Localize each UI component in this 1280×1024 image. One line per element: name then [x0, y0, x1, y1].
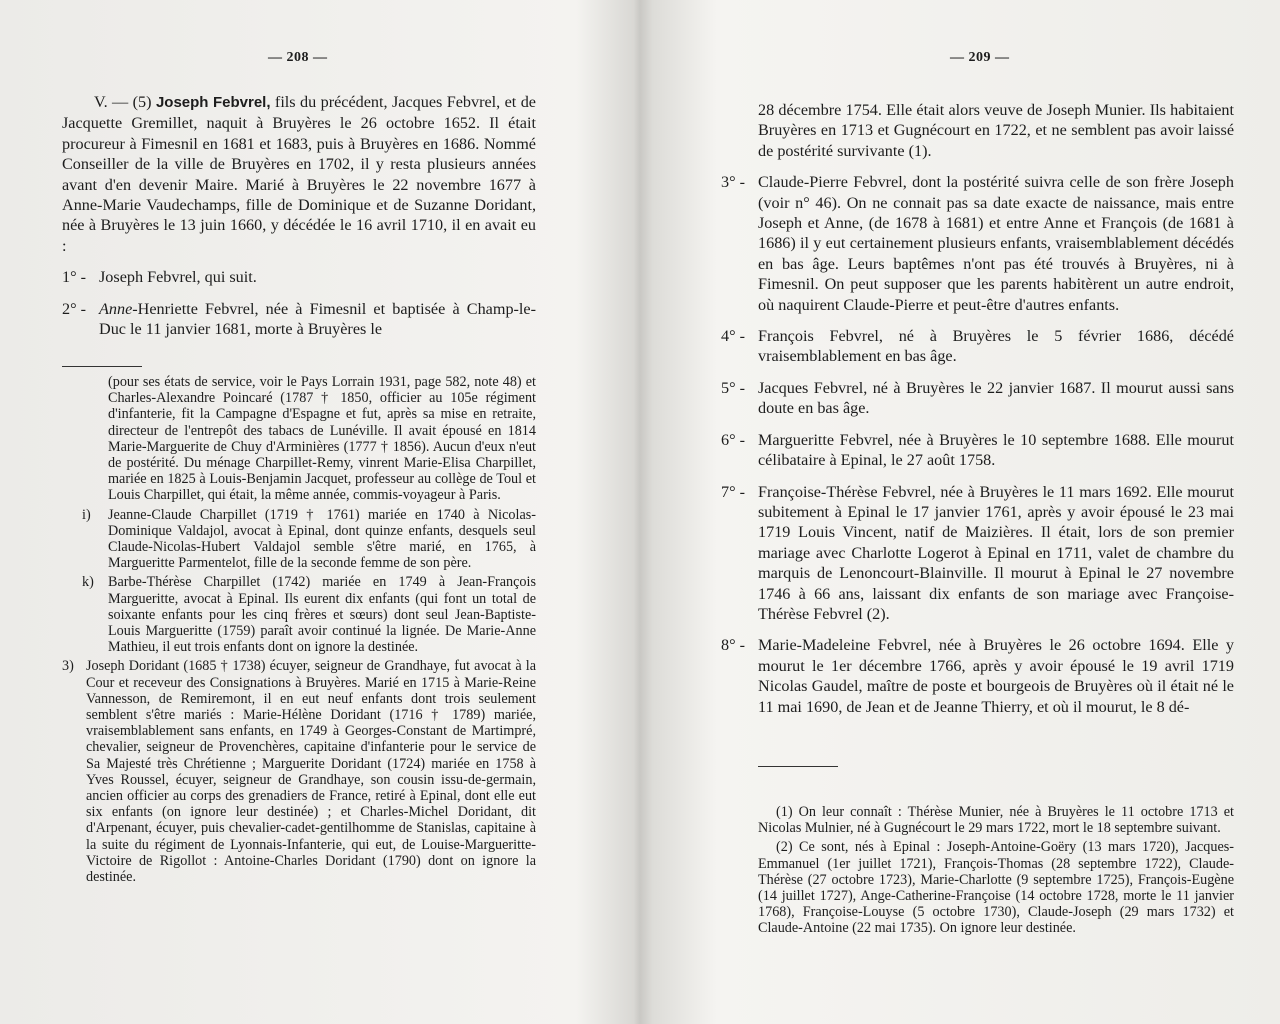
child-entry-2: [62, 299, 536, 340]
child-entry-1: [62, 267, 536, 287]
footnote-sub-k: [62, 574, 536, 655]
entry-number: 7° -: [721, 482, 746, 501]
sub-text: Jeanne-Claude Charpillet (1719 † 1761) mariée en 1740 à Nicolas-Dominique Valdajol, avocat à Epinal, dont quinze enfants, desquels seul Claude-Nicolas-Hubert Valdajol semble s'être marié, en 1765, à Margueritte Parmentelot, fille de la seconde femme de son père.: [108, 506, 536, 572]
entry-number: 6° -: [721, 430, 746, 449]
entry-number: 3° -: [721, 173, 746, 192]
right-page: [640, 0, 1280, 1024]
intro-name: Joseph Febvrel,: [155, 94, 271, 111]
footnote-rule-left: [62, 366, 142, 367]
entry-text: François Febvrel, né à Bruyères le 5 février 1686, décédé vraisemblablement en bas âge.: [758, 327, 1234, 366]
child-entry-7: [721, 482, 1234, 625]
entry-text: -Henriette Febvrel, née à Fimesnil et baptisée à Champ-le-Duc le 11 janvier 1681, morte à Bruyères le: [99, 299, 536, 339]
item-text: Joseph Doridant (1685 † 1738) écuyer, seigneur de Grandhaye, fut avocat à la Cour et receveur des Consignations à Bruyères. Marié en 1715 à Marie-Reine Vannesson, de Remiremont, il en eut neuf enfants dont trois seulement semblent s'être mariés : Marie-Hélène Doridant (1716 † 1789) mariée, vraisemblablement sans enfants, en 1749 à Georges-Constant de Martimpré, chevalier, seigneur de Provenchères, capitaine d'infanterie pour le service de Sa Majesté très Chrétienne ; Marguerite Doridant (1724) mariée en 1758 à Yves Roussel, écuyer, seigneur de Grandhaye, son cousin issu-de-germain, ancien officier au corps des grenadiers de France, retiré à Epinal, dont elle eut six enfants (on ignore leur destinée) ; et Charles-Michel Doridant, dit d'Arpenant, écuyer, puis chevalier-cadet-gentilhomme de Stanislas, capitaine à la suite du régiment de Lyonnais-Infanterie, qui eut, de Louise-Margueritte-Victoire de Rigollot : Antoine-Charles Doridant (1790) dont on ignore la destinée.: [86, 658, 536, 886]
footnote-sub-i: [62, 507, 536, 572]
right-footnotes: [758, 804, 1234, 937]
entry-text: Margueritte Febvrel, née à Bruyères le 10 septembre 1688. Elle mourut célibataire à Epinal, le 27 août 1758.: [758, 430, 1234, 470]
entry-italic: Anne: [99, 299, 133, 318]
left-footnotes: [62, 374, 536, 885]
child-entry-8: [721, 635, 1234, 717]
page-number-right: — 209 —: [950, 50, 1010, 65]
child-entry-5: [721, 378, 1234, 419]
sub-number: i): [82, 506, 91, 523]
entry-number: 4° -: [721, 327, 746, 346]
sub-number: k): [82, 574, 94, 591]
intro-prefix: V. — (5): [94, 93, 156, 111]
sub-text: Barbe-Thérèse Charpillet (1742) mariée en 1749 à Jean-François Margueritte, avocat à Epinal. Ils eurent dix enfants (qui font un total de soixante enfants pour les cinq frères et sœurs) dont seul Jean-Baptiste-Louis Margueritte (1759) paraît avoir continué la lignée. De Marie-Anne Mathieu, il eut trois enfants dont on ignore la destinée.: [108, 574, 536, 656]
footnote-1: (1) On leur connaît : Thérèse Munier, née à Bruyères le 11 octobre 1713 et Nicolas Mulnier, né à Gugnécourt le 29 mars 1722, mort le 18 septembre suivant.: [758, 804, 1234, 837]
child-entry-4: [721, 326, 1234, 367]
right-main-text: [721, 100, 1234, 717]
left-main-text: [62, 92, 536, 339]
entry-text: Marie-Madeleine Febvrel, née à Bruyères le 26 octobre 1694. Elle y mourut le 1er décembre 1766, après y avoir épousé le 19 avril 1719 Nicolas Gaudel, maître de poste et bourgeois de Bruyères où il était né le 11 mai 1690, de Jean et de Jeanne Thierry, et où il mourut, le 8 dé-: [758, 636, 1234, 716]
intro-paragraph: [62, 92, 536, 256]
entry-text: Jacques Febvrel, né à Bruyères le 22 janvier 1687. Il mourut aussi sans doute en bas âge.: [758, 378, 1234, 418]
entry-text: Joseph Febvrel, qui suit.: [99, 268, 257, 287]
footnote-item-3: [62, 658, 536, 885]
entry-text: Françoise-Thérèse Febvrel, née à Bruyères le 11 mars 1692. Elle mourut subitement à Epinal le 17 janvier 1761, après y avoir épousé le 23 mai 1719 Louis Vincent, natif de Maizières. Il était, lors de son premier mariage avec Charlotte Logerot à Epinal en 1711, valet de chambre du marquis de Lenoncourt-Blainville. Il mourut à Epinal le 27 novembre 1746 à 66 ans, laissant dix enfants de son mariage avec Françoise-Thérèse Febvrel (2).: [758, 482, 1234, 623]
continuation-paragraph: 28 décembre 1754. Elle était alors veuve de Joseph Munier. Ils habitaient Bruyères en 1713 et Gugnécourt en 1722, et ne semblent pas avoir laissé de postérité survivante (1).: [758, 101, 1234, 160]
child-entry-3: [721, 172, 1234, 315]
entry-number: 8° -: [721, 636, 746, 655]
child-entry-6: [721, 430, 1234, 471]
footnote-rule-right: [758, 766, 838, 767]
footnote-continuation: (pour ses états de service, voir le Pays Lorrain 1931, page 582, note 48) et Charles-Alexandre Poincaré (1787 † 1850, officier au 105e régiment d'infanterie, fit la Campagne d'Espagne et fut, après sa mise en retraite, directeur de l'entrepôt des tabacs de Lunéville. Il avait épousé en 1814 Marie-Marguerite de Chuy d'Arminières (1777 † 1856). Aucun d'eux n'eut de postérité. Du ménage Charpillet-Remy, vinrent Marie-Elisa Charpillet, mariée en 1825 à Louis-Benjamin Jacquet, professeur au collège de Toul et Louis Charpillet, qui était, la même année, commis-voyageur à Paris.: [108, 374, 536, 504]
entry-number: 1° -: [62, 268, 87, 287]
entry-number: 5° -: [721, 378, 746, 397]
intro-text: fils du précédent, Jacques Febvrel, et de Jacquette Gremillet, naquit à Bruyères le 26 octobre 1652. Il était procureur à Fimesnil en 1681 et 1683, puis à Bruyères en 1686. Nommé Conseiller de la ville de Bruyères en 1702, il y resta plusieurs années avant d'en devenir Maire. Marié à Bruyères le 22 novembre 1677 à Anne-Marie Vaudechamps, fille de Dominique et de Suzanne Doridant, née à Bruyères le 13 juin 1660, y décédée le 16 avril 1710, il en avait eu :: [62, 93, 536, 255]
entry-number: 2° -: [62, 299, 87, 318]
item-number: 3): [62, 658, 74, 675]
page-number-left: — 208 —: [268, 50, 328, 65]
entry-text: Claude-Pierre Febvrel, dont la postérité suivra celle de son frère Joseph (voir n° 46). On ne connait pas sa date exacte de naissance, mais entre Joseph et Anne, (de 1678 à 1681) et entre Anne et François (de 1681 à 1686) il y eut certainement plusieurs enfants, vraisemblablement décédés en bas âge. Leurs baptêmes n'ont pas été trouvés à Bruyères, ni à Fimesnil. On peut supposer que les parents habitèrent un autre endroit, où naquirent Claude-Pierre et peut-être d'autres enfants.: [758, 173, 1234, 314]
footnote-2: (2) Ce sont, nés à Epinal : Joseph-Antoine-Goëry (13 mars 1720), Jacques-Emmanuel (1er juillet 1721), François-Thomas (28 septembre 1722), Claude-Thérèse (27 octobre 1723), Marie-Charlotte (9 septembre 1725), François-Eugène (14 juillet 1727), Ange-Catherine-Françoise (14 octobre 1728, morte le 11 janvier 1768), Françoise-Louyse (5 octobre 1730), Claude-Joseph (29 mars 1732) et Claude-Antoine (22 mai 1735). On ignore leur destinée.: [758, 839, 1234, 937]
